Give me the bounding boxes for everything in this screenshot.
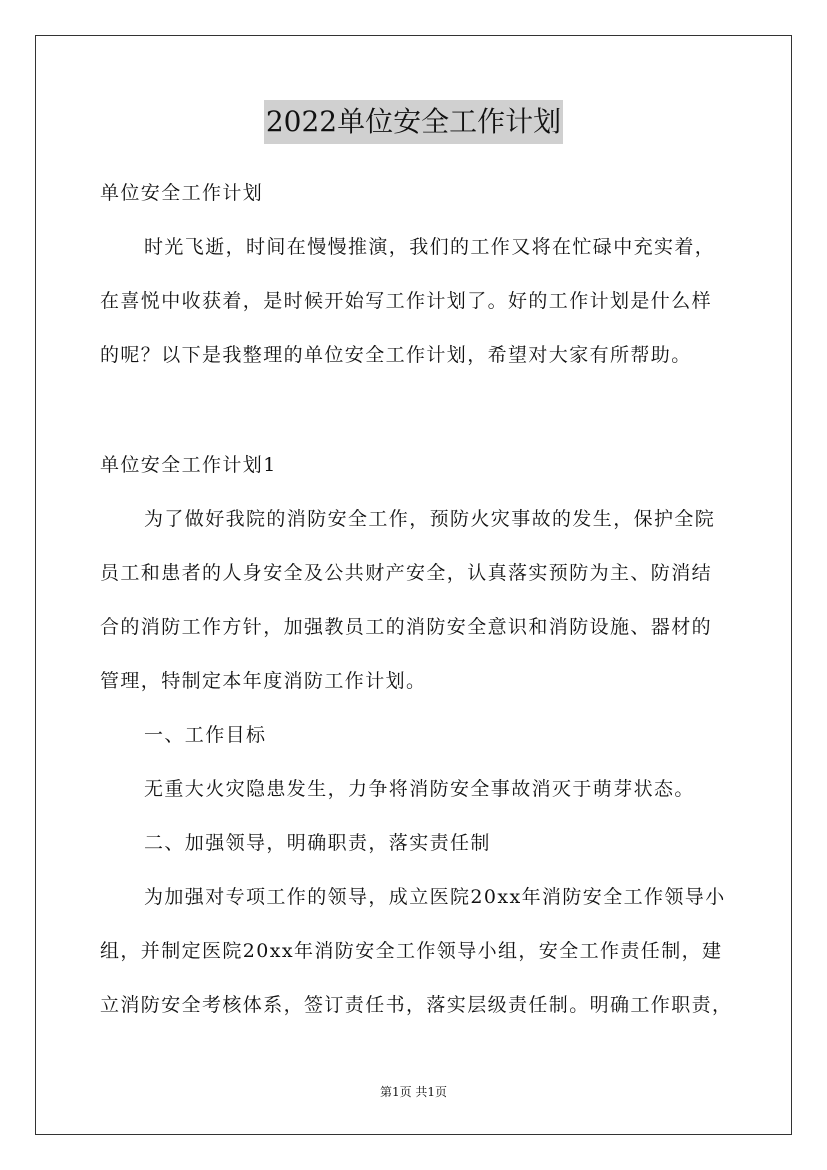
subheading-line: 二、加强领导，明确职责，落实责任制: [144, 832, 491, 854]
paragraph-line: 立消防安全考核体系，签订责任书，落实层级责任制。明确工作职责，: [100, 994, 733, 1016]
page-number-footer: 第1页 共1页: [379, 1085, 448, 1099]
subtitle-line: 单位安全工作计划: [100, 182, 264, 204]
paragraph-line: 的呢？以下是我整理的单位安全工作计划，希望对大家有所帮助。: [100, 344, 692, 366]
subheading-line: 一、工作目标: [144, 724, 267, 746]
paragraph-line: 无重大火灾隐患发生，力争将消防安全事故消灭于萌芽状态。: [144, 778, 695, 800]
paragraph-line: 为了做好我院的消防安全工作，预防火灾事故的发生，保护全院: [144, 508, 716, 530]
paragraph-line: 员工和患者的人身安全及公共财产安全，认真落实预防为主、防消结: [100, 562, 713, 584]
title-container: [0, 100, 827, 144]
paragraph-line: 为加强对专项工作的领导，成立医院20xx年消防安全工作领导小: [144, 886, 726, 908]
paragraph-line: 组，并制定医院20xx年消防安全工作领导小组，安全工作责任制，建: [100, 940, 723, 962]
paragraph-line: 时光飞逝，时间在慢慢推演，我们的工作又将在忙碌中充实着，: [144, 236, 716, 258]
paragraph-line: 在喜悦中收获着，是时候开始写工作计划了。好的工作计划是什么样: [100, 290, 713, 312]
document-title: 2022单位安全工作计划: [264, 100, 563, 144]
section-heading: 单位安全工作计划1: [100, 454, 277, 476]
paragraph-line: 合的消防工作方针，加强教员工的消防安全意识和消防设施、器材的: [100, 616, 713, 638]
paragraph-line: 管理，特制定本年度消防工作计划。: [100, 670, 427, 692]
